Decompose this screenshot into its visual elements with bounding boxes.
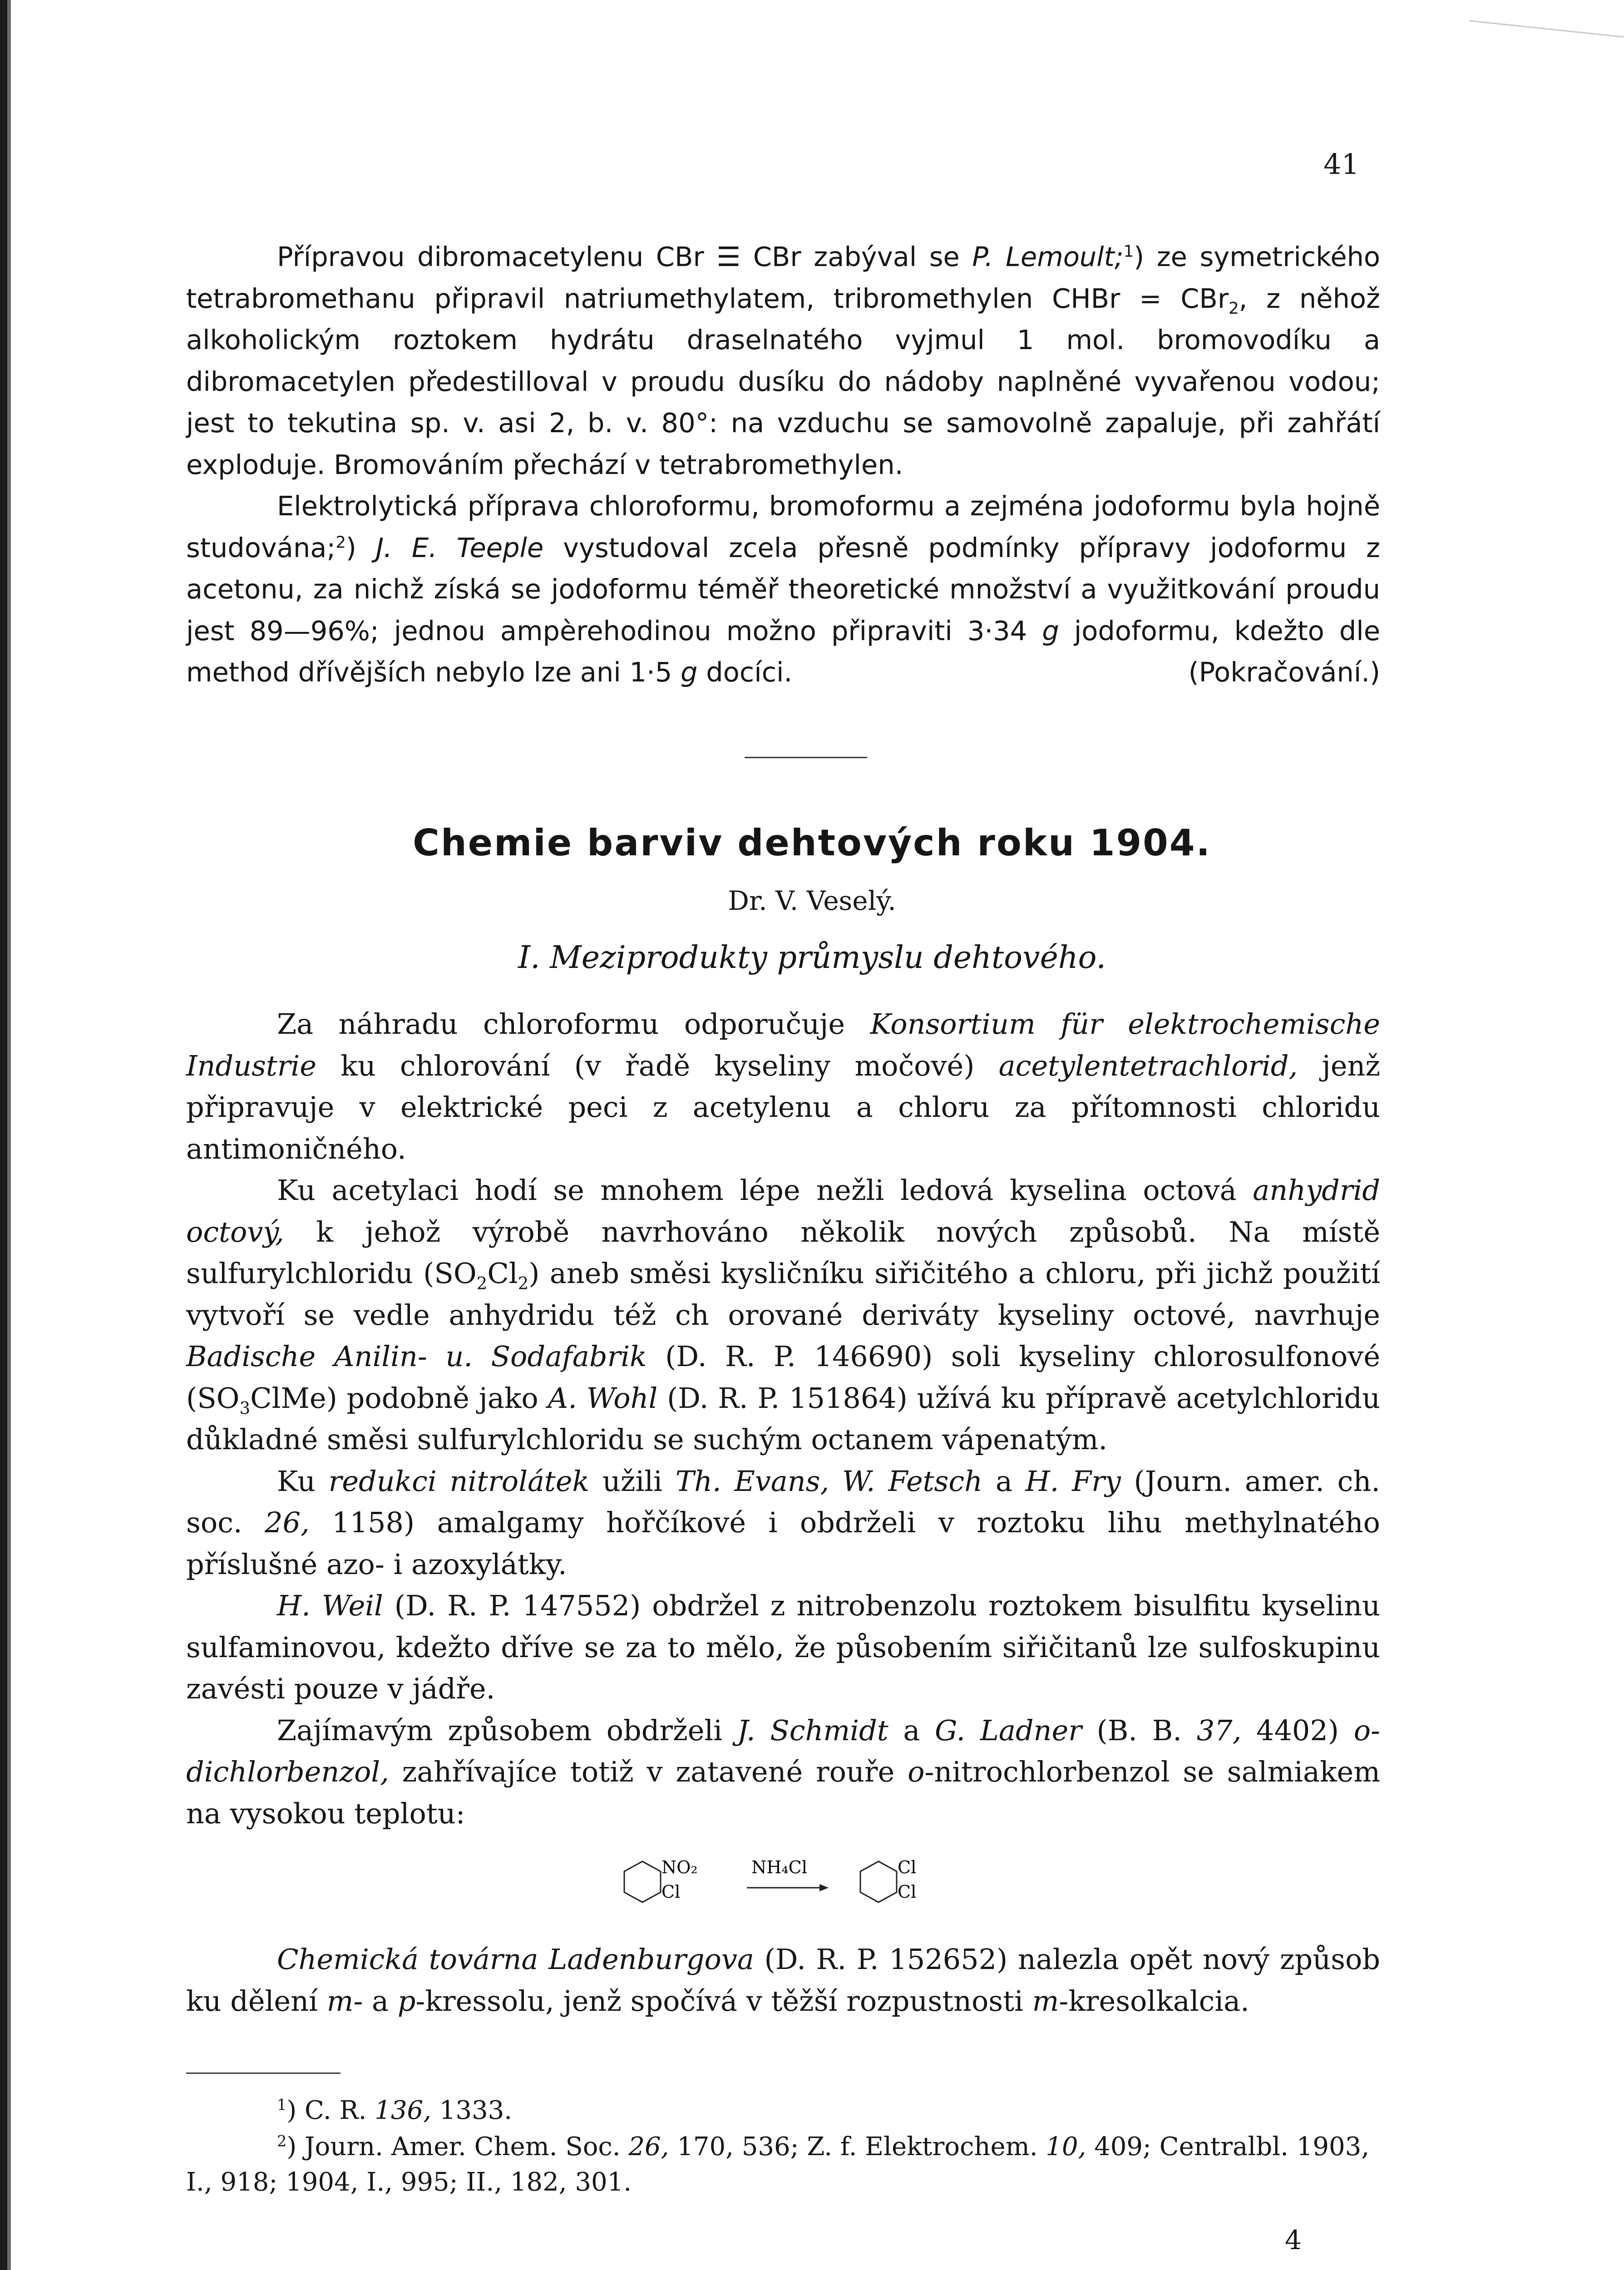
- continuation-text: [186, 236, 1380, 693]
- footnote-1: $^1$) C. R. 136, 1333.: [277, 2096, 513, 2125]
- section-divider: [745, 757, 867, 758]
- section-heading: I. Meziprodukty průmyslu dehtového.: [518, 940, 1106, 976]
- substituent-no2: NO₂: [661, 1857, 698, 1877]
- page-number: 41: [1323, 148, 1359, 181]
- paragraph: Zajímavým způsobem obdrželi J. Schmidt a G. Ladner (B. B. 37, 4402) o-dichlorbenzol, zahřívajíce totiž v zatavené rouře o-nitrochlorbenzol se salmiakem na vysokou teplotu:: [186, 1713, 1381, 1830]
- reagent-label: NH₄Cl: [751, 1857, 807, 1877]
- article-body-continued: [186, 1939, 1380, 2022]
- paragraph: Ku acetylaci hodí se mnohem lépe nežli ledová kyselina octová anhydrid octový, k jehož výrobě navrhováno několik nových způsobů. Na místě sulfurylchloridu $(SO_2Cl_2)$ aneb směsi kysličníku siřičitého a chloru, při jichž použití vytvoří se vedle anhydridu též ch orované deriváty kyseliny octové, navrhuje Badische Anilin- u. Sodafabrik (D. R. P. 146690) soli kyseliny chlorosulfonové $(SO_3ClMe)$ podobně jako A. Wohl (D. R. P. 151864) užívá ku přípravě acetylchloridu důkladné směsi sulfurylchloridu se suchým octanem vápenatým.: [186, 1174, 1381, 1456]
- scan-corner-fold: [1470, 0, 1624, 38]
- footnote-divider: [186, 2073, 341, 2074]
- arrow-head: [819, 1884, 829, 1891]
- scan-edge-shadow: [7, 0, 11, 2270]
- continued-note: (Pokračování.): [1188, 656, 1380, 688]
- benzene-ring-right: [860, 1861, 897, 1902]
- scan-edge: [0, 0, 7, 2270]
- substituent-cl-2: Cl: [898, 1882, 917, 1902]
- paragraph: Elektrolytická příprava chloroformu, bromoformu a zejména jodoformu byla hojně studována;$^2$) J. E. Teeple vystudoval zcela přesně podmínky přípravy jodoformu z acetonu, za nichž získá se jodoformu téměř theoretické množství a využitkování proudu jest 89—96%; jednou ampèrehodinou možno připraviti 3·34 g jodoformu, kdežto dle method dřívějších nebylo lze ani 1·5 g docíci. (Pokračování.): [186, 485, 1380, 693]
- substituent-cl: Cl: [661, 1882, 681, 1902]
- paragraph: Za náhradu chloroformu odporučuje Konsortium für elektrochemische Industrie ku chlorování (v řadě kyseliny močové) acetylentetrachlorid, jenž připravuje v elektrické peci z acetylenu a chloru za přítomnosti chloridu antimoničného.: [186, 1007, 1380, 1165]
- paragraph: Ku redukci nitrolátek užili Th. Evans, W. Fetsch a H. Fry (Journ. amer. ch. soc. 26, 1158) amalgamy hořčíkové i obdrželi v roztoku lihu methylnatého příslušné azo- i azoxylátky.: [186, 1464, 1381, 1581]
- substituent-cl-1: Cl: [898, 1857, 917, 1877]
- reaction-scheme: [615, 1852, 1024, 1930]
- article-title: Chemie barviv dehtových roku 1904.: [413, 822, 1211, 864]
- benzene-ring-left: [624, 1861, 661, 1902]
- printer-signature-mark: 4: [1285, 2225, 1302, 2255]
- article-author: Dr. V. Veselý.: [728, 885, 896, 916]
- paragraph: Chemická továrna Ladenburgova (D. R. P. 152652) nalezla opět nový způsob ku dělení m- a p-kressolu, jenž spočívá v těžší rozpustnosti m-kresolkalcia.: [186, 1943, 1380, 2018]
- paragraph: H. Weil (D. R. P. 147552) obdržel z nitrobenzolu roztokem bisulfitu kyselinu sulfaminovou, kdežto dříve se za to mělo, že působením siřičitanů lze sulfoskupinu zavésti pouze v jádře.: [186, 1589, 1380, 1705]
- paragraph: Přípravou dibromacetylenu CBr ☰ CBr zabýval se P. Lemoult;$^1$) ze symetrického tetrabromethanu připravil natriumethylatem, tribromethylen CHBr = CBr$_2$, z něhož alkoholickým roztokem hydrátu draselnatého vyjmul 1 mol. bromovodíku a dibromacetylen předestilloval v proudu dusíku do nádoby naplněné vyvařenou vodou; jest to tekutina sp. v. asi 2, b. v. 80°: na vzduchu se samovolně zapaluje, při zahřátí exploduje. Bromováním přechází v tetrabromethylen.: [186, 241, 1381, 480]
- footnote-2: $^2$) Journ. Amer. Chem. Soc. 26, 170, 536; Z. f. Elektrochem. 10, 409; Centralbl. 1903, I., 918; 1904, I., 995; II., 182, 301.: [186, 2132, 1370, 2197]
- article-body: [186, 1003, 1380, 1834]
